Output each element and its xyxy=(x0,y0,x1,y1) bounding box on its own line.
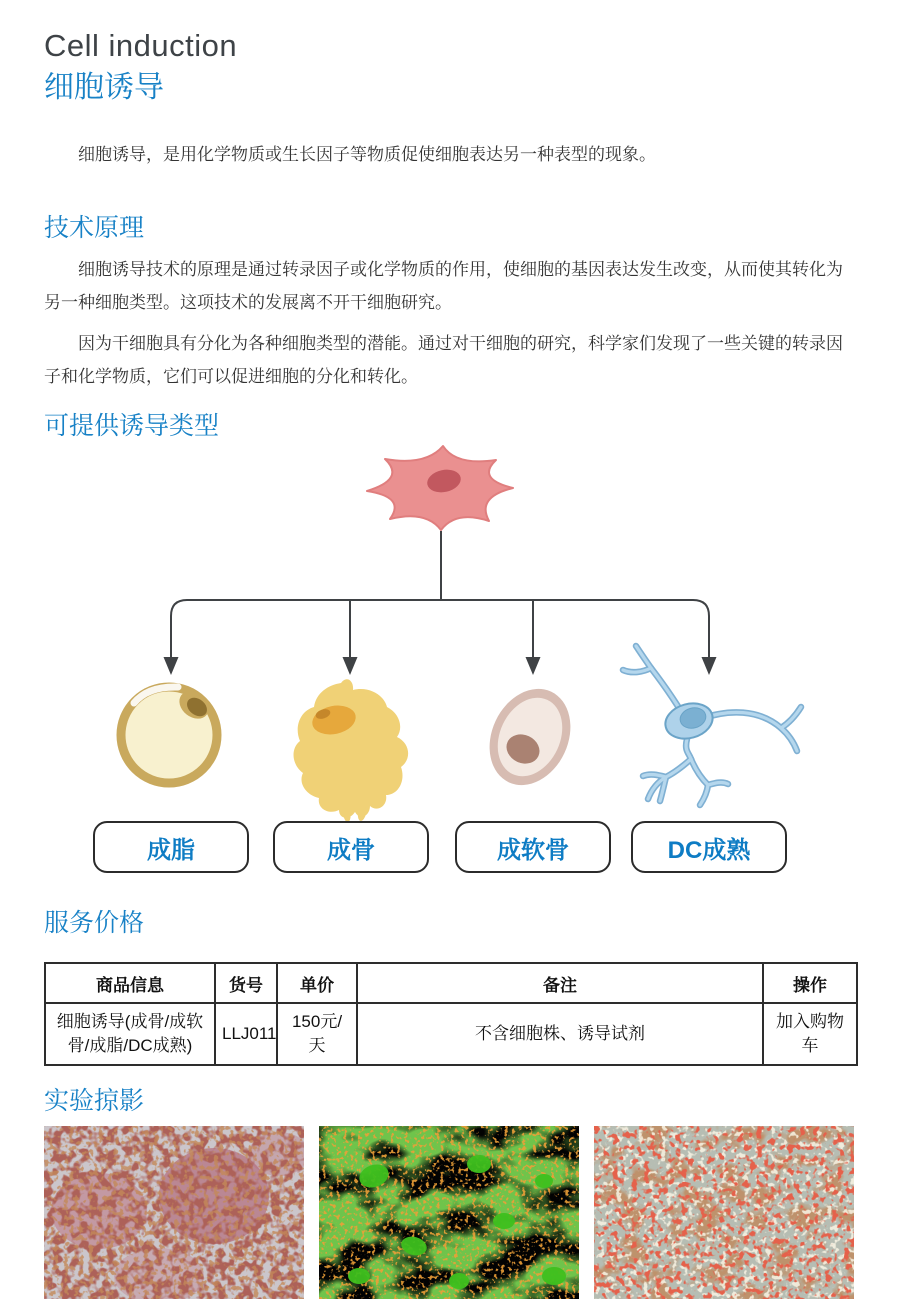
cell-cat-no: LLJ011 xyxy=(215,1003,277,1065)
col-header-product-info: 商品信息 xyxy=(45,963,215,1003)
micrograph-alizarin-red-staining xyxy=(44,1126,304,1299)
cell-product-name: 细胞诱导(成骨/成软骨/成脂/DC成熟) xyxy=(45,1003,215,1065)
type-label-adipogenic: 成脂 xyxy=(147,836,195,864)
cell-unit-price: 150元/天 xyxy=(277,1003,357,1065)
differentiation-diagram-illustration xyxy=(44,443,856,823)
page-title-english: Cell induction xyxy=(44,28,238,63)
type-label-chondrogenic: 成软骨 xyxy=(497,836,569,864)
principle-paragraph-1: 细胞诱导技术的原理是通过转录因子或化学物质的作用，使细胞的基因表达发生改变，从而使其转化为另一种细胞类型。这项技术的发展离不开干细胞研究。 xyxy=(44,260,843,312)
add-to-cart-button[interactable]: 加入购物车 xyxy=(763,1003,857,1065)
induction-types-diagram xyxy=(44,443,856,878)
micrograph-fluorescence-staining xyxy=(319,1126,579,1299)
connector-lines xyxy=(171,531,709,659)
pricing-table-row xyxy=(45,1003,857,1065)
section-heading-gallery: 实验掠影 xyxy=(44,1087,145,1115)
stem-cell-illustration xyxy=(367,446,513,530)
section-heading-induction-types: 可提供诱导类型 xyxy=(44,412,220,440)
col-header-action: 操作 xyxy=(763,963,857,1003)
col-header-remark: 备注 xyxy=(357,963,763,1003)
micrograph-oil-red-o-staining xyxy=(594,1126,854,1299)
pricing-table-header-row xyxy=(45,963,857,1003)
cell-remark: 不含细胞株、诱导试剂 xyxy=(357,1003,763,1065)
type-label-dc-maturation: DC成熟 xyxy=(667,836,751,864)
page-title-chinese: 细胞诱导 xyxy=(44,71,164,104)
dendritic-cell-illustration xyxy=(623,646,801,805)
type-button-chondrogenic[interactable] xyxy=(455,821,611,873)
col-header-unit-price: 单价 xyxy=(277,963,357,1003)
section-heading-pricing: 服务价格 xyxy=(44,909,145,937)
experiment-gallery xyxy=(44,1126,856,1299)
type-button-adipogenic[interactable] xyxy=(93,821,249,873)
adipocyte-illustration xyxy=(121,686,217,783)
type-button-osteogenic[interactable] xyxy=(273,821,429,873)
osteoblast-illustration xyxy=(294,679,409,822)
principle-paragraph-2: 因为干细胞具有分化为各种细胞类型的潜能。通过对干细胞的研究，科学家们发现了一些关键的转录因子和化学物质，它们可以促进细胞的分化和转化。 xyxy=(44,334,843,386)
col-header-cat-no: 货号 xyxy=(215,963,277,1003)
chondrocyte-illustration xyxy=(474,676,585,799)
pricing-table xyxy=(44,962,858,1066)
section-heading-principle: 技术原理 xyxy=(44,214,145,242)
type-button-dc-maturation[interactable] xyxy=(631,821,787,873)
intro-paragraph: 细胞诱导，是用化学物质或生长因子等物质促使细胞表达另一种表型的现象。 xyxy=(78,145,656,164)
cell-induction-page xyxy=(44,28,856,1299)
type-label-osteogenic: 成骨 xyxy=(327,836,375,864)
